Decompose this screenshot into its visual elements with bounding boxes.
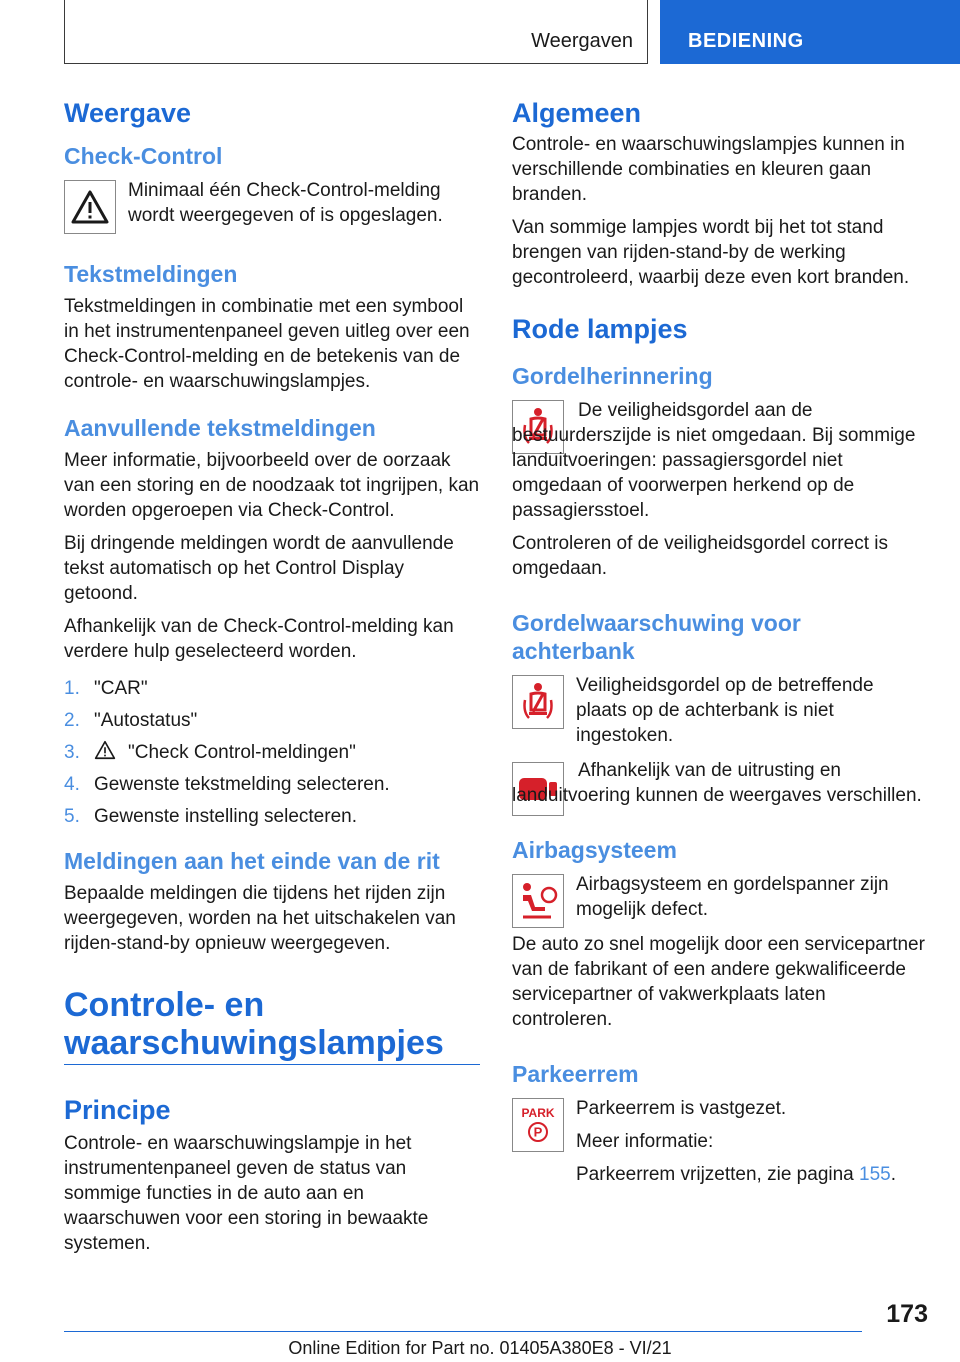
check-control-row <box>64 178 480 236</box>
airbag-row <box>512 872 928 930</box>
heading-algemeen: Algemeen <box>512 98 642 128</box>
heading-check-control: Check-Control <box>64 143 223 169</box>
einde-paragraph: Bepaalde meldingen die tijdens het rijden zijn weergegeven, worden na het uitschakelen van rijden-stand-by opnieuw weergegeven. <box>64 883 456 954</box>
page-link[interactable]: 155 <box>859 1164 891 1185</box>
right-column <box>512 96 928 1199</box>
heading-airbagsysteem: Airbagsysteem <box>512 837 677 863</box>
list-item: 1. "CAR" <box>64 678 148 699</box>
airbag-text-2: De auto zo snel mogelijk door een servicepartner van de fabrikant of een andere gekwalificeerde servicepartner of vakwerkplaats laten controleren. <box>512 934 925 1030</box>
parkeerrem-text-2: Meer informatie: <box>576 1131 714 1152</box>
achterbank-text-1: Veiligheidsgordel op de betreffende plaats op de achterbank is niet ingestoken. <box>576 675 874 746</box>
steps-list <box>64 676 480 829</box>
warning-triangle-icon <box>64 180 116 234</box>
header-chapter-tab <box>660 0 960 64</box>
rear-seatbelt-icon <box>512 675 564 729</box>
heading-weergave: Weergave <box>64 98 192 128</box>
list-item: 2. "Autostatus" <box>64 710 198 731</box>
list-item: 3. "Check Control-meldingen" <box>64 742 356 763</box>
tekstmeldingen-paragraph: Tekstmeldingen in combinatie met een symbool in het instrumentenpaneel geven uitleg over een Check-Control-melding en de betekenis van de controle- en waarschuwingslampjes. <box>64 296 470 392</box>
heading-tekstmeldingen: Tekstmeldingen <box>64 261 238 287</box>
airbag-icon <box>512 874 564 928</box>
page-number: 173 <box>886 1300 928 1328</box>
gordel-paragraph-2: Controleren of de veiligheidsgordel correct is omgedaan. <box>512 533 888 579</box>
gordel-text: De veiligheidsgordel aan de bestuurderszijde is niet omgedaan. Bij sommige landuitvoeringen: passagiersgordel niet omgedaan of voorwerpen herkend op de passagiersstoel. <box>512 400 916 521</box>
check-control-text: Minimaal één Check-Control-melding wordt weergegeven of is opgeslagen. <box>128 180 443 226</box>
footer-edition: Online Edition for Part no. 01405A380E8 - VI/21 <box>288 1338 672 1358</box>
achterbank-text-2: Afhankelijk van de uitrusting en landuitvoering kunnen de weergaves verschillen. <box>512 760 922 806</box>
achterbank-row-1 <box>512 673 928 756</box>
parkeerrem-text-3: Parkeerrem vrijzetten, zie pagina 155. <box>576 1164 896 1185</box>
footer-rule <box>64 1331 862 1332</box>
heading-parkeerrem: Parkeerrem <box>512 1061 639 1087</box>
heading-rode-lampjes: Rode lampjes <box>512 314 688 344</box>
aanvullende-paragraph-3: Afhankelijk van de Check-Control-melding kan verdere hulp geselecteerd worden. <box>64 616 454 662</box>
list-item: 5. Gewenste instelling selecteren. <box>64 806 357 827</box>
header-section-box <box>64 0 648 64</box>
heading-principe: Principe <box>64 1095 171 1125</box>
algemeen-paragraph-1: Controle- en waarschuwingslampjes kunnen in verschillende combinaties en kleuren gaan branden. <box>512 134 905 205</box>
heading-aanvullende: Aanvullende tekstmeldingen <box>64 415 376 441</box>
header-chapter-title: BEDIENING <box>688 30 804 52</box>
parking-brake-icon: PARK P <box>512 1098 564 1152</box>
parkeerrem-text-1: Parkeerrem is vastgezet. <box>576 1098 787 1119</box>
heading-controle-lampjes: Controle- en waarschuwingslampjes <box>64 986 444 1062</box>
parkeerrem-row <box>512 1096 928 1195</box>
aanvullende-paragraph-2: Bij dringende meldingen wordt de aanvullende tekst automatisch op het Control Display getoond. <box>64 533 454 604</box>
heading-meldingen-einde: Meldingen aan het einde van de rit <box>64 848 440 874</box>
algemeen-paragraph-2: Van sommige lampjes wordt bij het tot stand brengen van rijden-stand-by de werking gecontroleerd, waarbij deze even kort branden. <box>512 217 910 288</box>
header-section-title: Weergaven <box>531 30 633 52</box>
svg-text:P: P <box>533 1124 543 1139</box>
aanvullende-paragraph-1: Meer informatie, bijvoorbeeld over de oorzaak van een storing en de noodzaak tot ingrijpen, kan worden opgeroepen via Check-Control. <box>64 450 480 521</box>
heading-rule <box>64 1064 480 1065</box>
airbag-text-1: Airbagsysteem en gordelspanner zijn mogelijk defect. <box>576 874 889 920</box>
heading-gordelherinnering: Gordelherinnering <box>512 363 713 389</box>
list-item: 4. Gewenste tekstmelding selecteren. <box>64 774 390 795</box>
small-warning-icon <box>94 740 128 765</box>
left-column <box>64 96 480 1264</box>
principe-paragraph: Controle- en waarschuwingslampje in het instrumentenpaneel geven de status van sommige functies in de auto aan en waarschuwen voor een storing in bewaakte systemen. <box>64 1133 429 1254</box>
heading-achterbank: Gordelwaarschuwing voor achterbank <box>512 610 801 664</box>
